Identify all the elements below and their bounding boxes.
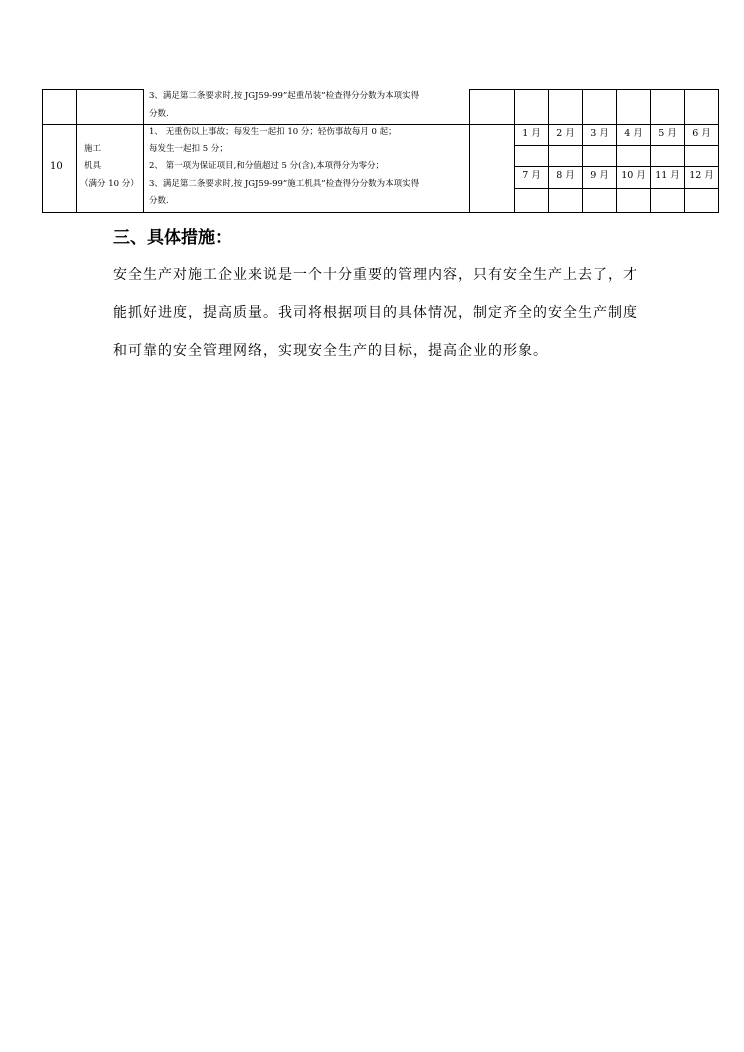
paragraph-line3: 和可靠的安全管理网络，实现安全生产的目标，提高企业的形象。: [113, 343, 548, 359]
row10-desc-line2: 每发生一起扣 5 分；: [149, 144, 228, 154]
category-line1: 施工: [84, 144, 102, 154]
month-cell: 4 月: [624, 128, 643, 139]
month-cell: 10 月: [621, 170, 646, 181]
row10-desc-line5: 分数.: [149, 196, 169, 206]
category-line2: 机具: [84, 161, 102, 171]
month-cell: 7 月: [522, 170, 541, 181]
month-cell: 8 月: [556, 170, 575, 181]
row-index: 10: [50, 161, 63, 172]
paragraph-line2: 能抓好进度，提高质量。我司将根据项目的具体情况，制定齐全的安全生产制度: [113, 305, 638, 321]
category-line3: （满分 10 分）: [80, 179, 139, 189]
month-cell: 6 月: [692, 128, 711, 139]
month-cell: 3 月: [590, 128, 609, 139]
month-cell: 9 月: [590, 170, 609, 181]
row10-desc-line3: 2、 第一项为保证项目,和分值超过 5 分(含),本项得分为零分；: [149, 161, 384, 171]
paragraph-line1: 安全生产对施工企业来说是一个十分重要的管理内容，只有安全生产上去了，才: [113, 267, 638, 283]
prev-row-desc-line1: 3、满足第二条要求时,按 JGJ59-99”起重吊装”检查得分分数为本项实得: [149, 91, 420, 101]
section-heading: 三、具体措施：: [113, 228, 232, 248]
month-cell: 5 月: [658, 128, 677, 139]
month-cell: 1 月: [522, 128, 541, 139]
month-cell: 2 月: [556, 128, 575, 139]
month-cell: 11 月: [655, 170, 680, 181]
row10-desc-line4: 3、满足第二条要求时,按 JGJ59-99”施工机具”检查得分分数为本项实得: [149, 179, 420, 189]
month-cell: 12 月: [689, 170, 714, 181]
prev-row-desc-line2: 分数.: [149, 109, 169, 119]
row10-desc-line1: 1、 无重伤以上事故；每发生一起扣 10 分；轻伤事故每月 0 起；: [149, 127, 397, 137]
